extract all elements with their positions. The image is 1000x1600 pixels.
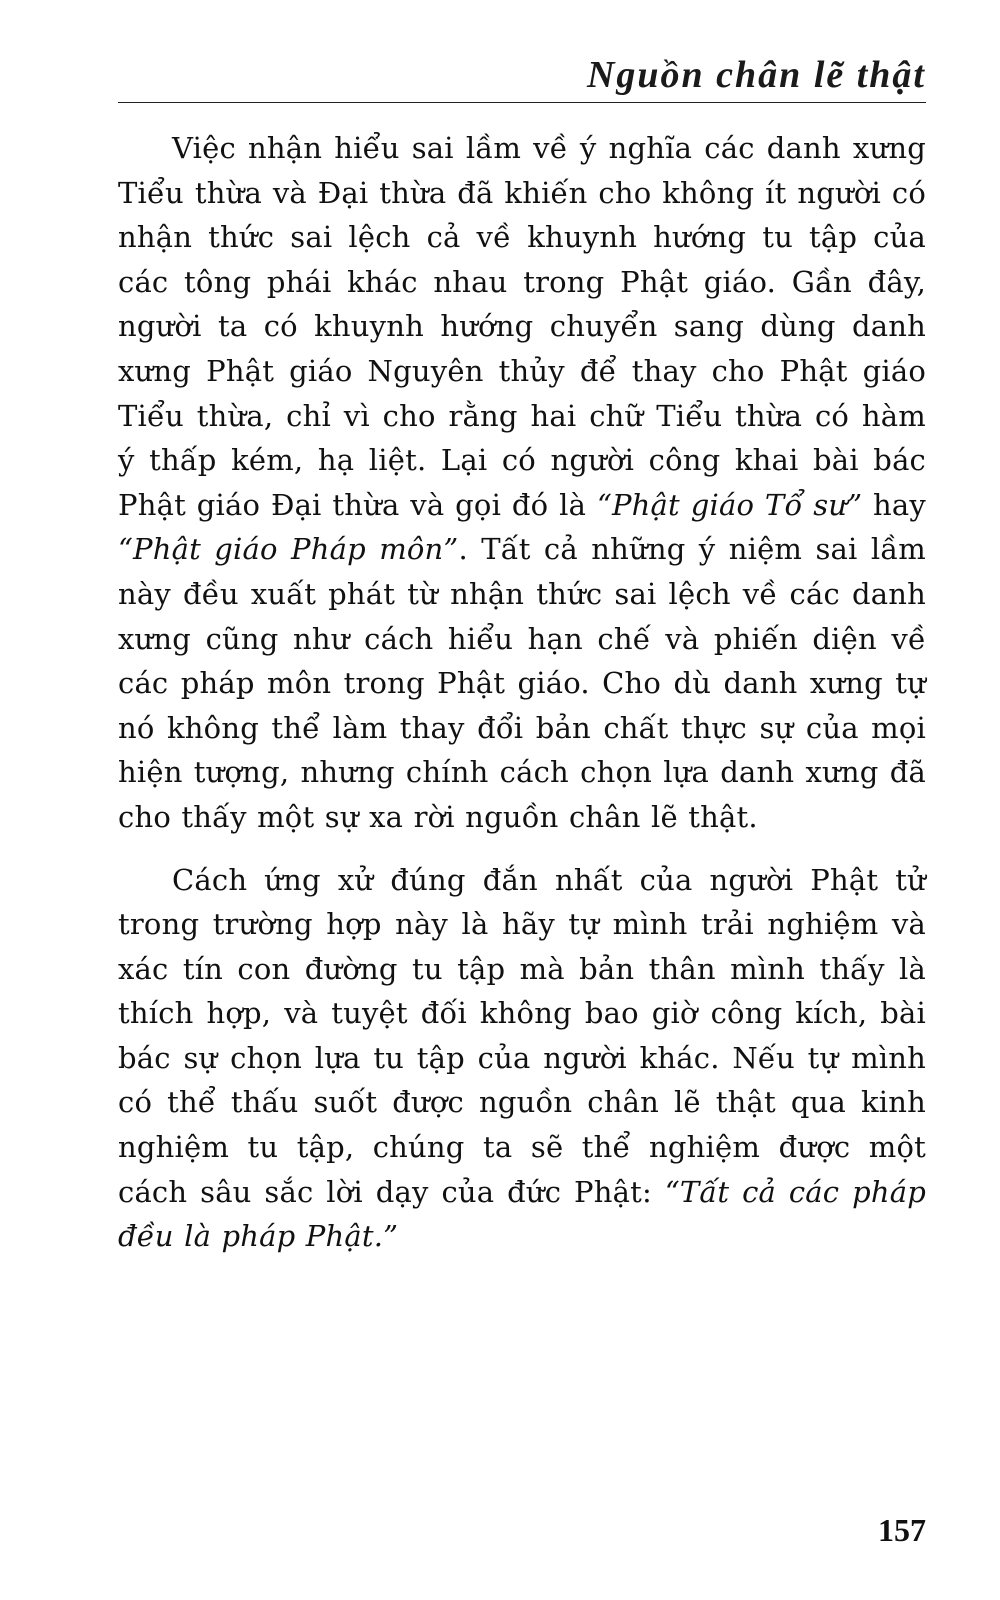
quote-phat-giao-phap-mon: “Phật giáo Pháp môn”: [118, 532, 459, 567]
page-number: 157: [878, 1512, 926, 1548]
paragraph-1-text-b: hay: [862, 487, 927, 522]
running-header-title: Nguồn chân lẽ thật: [586, 54, 926, 96]
paragraph-2: [118, 858, 926, 1259]
quote-buddha-teaching: “Tất cả các pháp đều là pháp Phật.”: [118, 1174, 926, 1254]
paragraph-1: [118, 126, 926, 840]
quote-phat-giao-to-su: “Phật giáo Tổ sư”: [596, 487, 863, 522]
paragraph-2-text-a: Cách ứng xử đúng đắn nhất của người Phật tử trong trường hợp này là hãy tự mình trải nghiệm và xác tín con đường tu tập mà bản thân mình thấy là thích hợp, và tuyệt đối không bao giờ công kích, bài bác sự chọn lựa tu tập của người khác. Nếu tự mình có thể thấu suốt được nguồn chân lẽ thật qua kinh nghiệm tu tập, chúng ta sẽ thể nghiệm được một cách sâu sắc lời dạy của đức Phật:: [118, 862, 926, 1209]
paragraph-1-text-a: Việc nhận hiểu sai lầm về ý nghĩa các danh xưng Tiểu thừa và Đại thừa đã khiến cho không ít người có nhận thức sai lệch cả về khuynh hướng tu tập của các tông phái khác nhau trong Phật giáo. Gần đây, người ta có khuynh hướng chuyển sang dùng danh xưng Phật giáo Nguyên thủy để thay cho Phật giáo Tiểu thừa, chỉ vì cho rằng hai chữ Tiểu thừa có hàm ý thấp kém, hạ liệt. Lại có người công khai bài bác Phật giáo Đại thừa và gọi đó là: [118, 131, 926, 522]
body-text: [118, 126, 926, 1259]
paragraph-1-text-c: . Tất cả những ý niệm sai lầm này đều xuất phát từ nhận thức sai lệch về các danh xưng cũng như cách hiểu hạn chế và phiến diện về các pháp môn trong Phật giáo. Cho dù danh xưng tự nó không thể làm thay đổi bản chất thực sự của mọi hiện tượng, nhưng chính cách chọn lựa danh xưng đã cho thấy một sự xa rời nguồn chân lẽ thật.: [118, 532, 926, 834]
header-divider: [118, 102, 926, 103]
